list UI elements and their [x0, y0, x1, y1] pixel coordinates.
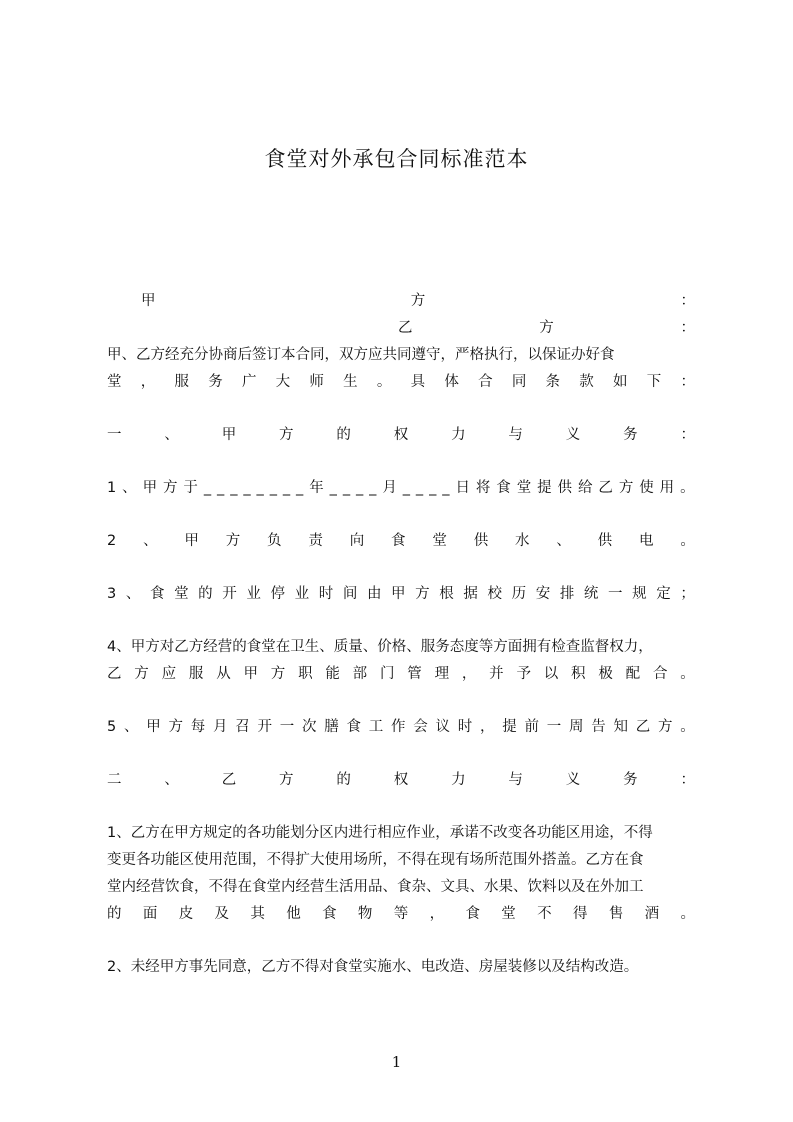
line-char: 负 [267, 533, 282, 549]
line-char: 乙 [107, 666, 122, 682]
line-char: 款 [579, 374, 594, 390]
line-char: 月 [382, 480, 397, 496]
line-char: ： [680, 293, 695, 309]
line-char: 堂 [432, 533, 447, 549]
line-char: 业 [294, 586, 310, 602]
line-char: 给 [577, 480, 593, 496]
line-char: 能 [325, 666, 340, 682]
line-char: 不 [537, 906, 552, 922]
line-char: 于 [183, 480, 198, 496]
clause-a-2 [107, 527, 695, 555]
line-char: 。 [680, 666, 695, 682]
line-char: 甲 [243, 666, 258, 682]
line-char: 合 [478, 374, 493, 390]
line-char: 。 [376, 374, 392, 390]
line-char: _ [269, 480, 277, 496]
line-char: 、 [125, 586, 141, 602]
line-char: 乙 [598, 480, 613, 496]
line-char: 的 [336, 427, 351, 443]
line-char: 其 [250, 906, 265, 922]
clause-b-1-line-4 [107, 900, 695, 928]
line-char: 条 [545, 374, 561, 390]
line-char: ， [429, 906, 445, 922]
line-char: 的 [107, 906, 122, 922]
line-char: 方 [270, 666, 286, 682]
line-char: 一 [107, 427, 122, 443]
line-char: _ [429, 480, 437, 496]
clause-a-5 [107, 713, 695, 741]
line-char: _ [442, 480, 450, 496]
line-char: 食 [391, 533, 406, 549]
line-char: 方 [415, 586, 430, 602]
line-char: _ [217, 480, 225, 496]
line-char: 方 [168, 719, 183, 735]
line-char: 水 [515, 533, 530, 549]
line-char: 1 [107, 480, 117, 496]
line-char: 他 [286, 906, 301, 922]
line-char: 堂 [501, 906, 516, 922]
line-char: 皮 [178, 906, 194, 922]
line-char: 从 [216, 666, 231, 682]
line-char: 电 [639, 533, 654, 549]
line-char: 服 [174, 374, 189, 390]
clause-b-1-line-3: 堂内经营饮食，不得在食堂内经营生活用品、食杂、文具、水果、饮料以及在外加工 [107, 879, 644, 895]
line-char: 务 [623, 427, 638, 443]
line-char: 一 [279, 719, 295, 735]
line-char: 力 [451, 772, 466, 788]
line-char: 议 [435, 719, 450, 735]
line-char: 职 [298, 666, 313, 682]
line-char: 乙 [635, 719, 651, 735]
line-char: 甲 [146, 719, 161, 735]
line-char: 用 [659, 480, 675, 496]
line-char: 极 [598, 666, 613, 682]
line-char: _ [256, 480, 264, 496]
line-char: 方 [163, 480, 178, 496]
line-char: 工 [368, 719, 384, 735]
party-b-line [398, 314, 695, 342]
line-char: 安 [535, 586, 551, 602]
clause-b-2: 2、未经甲方事先同意，乙方不得对食堂实施水、电改造、房屋装修以及结构改造。 [107, 959, 639, 975]
intro-line-2 [107, 368, 695, 396]
line-char: _ [243, 480, 251, 496]
line-char: 甲 [391, 586, 406, 602]
line-char: ： [680, 374, 695, 390]
line-char: 、 [122, 480, 137, 496]
line-char: 开 [222, 586, 237, 602]
line-char: 统 [583, 586, 599, 602]
clause-b-1-line-1: 1、乙方在甲方规定的各功能划分区内进行相应作业，承诺不改变各功能区用途，不得 [107, 825, 653, 841]
section-heading-2 [107, 766, 695, 794]
line-char: ， [479, 719, 495, 735]
line-char: 食 [496, 480, 511, 496]
line-char: 供 [597, 533, 613, 549]
line-char: 、 [143, 533, 158, 549]
line-char: 5 [107, 719, 117, 735]
line-char: 方 [539, 320, 554, 336]
line-char: 作 [390, 719, 406, 735]
line-char: 门 [379, 666, 395, 682]
line-char: _ [329, 480, 337, 496]
line-char: 甲 [141, 293, 156, 309]
line-char: _ [282, 480, 291, 496]
line-char: 物 [357, 906, 373, 922]
line-char: 广 [241, 374, 257, 390]
line-char: 时 [318, 586, 334, 602]
line-char: ； [680, 586, 695, 602]
line-char: 同 [511, 374, 527, 390]
line-char: _ [230, 480, 238, 496]
line-char: _ [402, 480, 410, 496]
line-char: 知 [613, 719, 628, 735]
line-char: 体 [444, 374, 459, 390]
line-char: _ [296, 480, 304, 496]
line-char: 向 [349, 533, 365, 549]
clause-a-4-line-1: 4、甲方对乙方经营的食堂在卫生、质量、价格、服务态度等方面拥有检查监督权力， [107, 639, 653, 655]
clause-a-3 [107, 580, 695, 608]
line-char: 得 [572, 906, 588, 922]
line-char: 堂 [107, 374, 122, 390]
line-char: 与 [508, 427, 523, 443]
line-char: 并 [489, 666, 504, 682]
line-char: 。 [680, 480, 695, 496]
document-title: 食堂对外承包合同标准范本 [264, 147, 529, 171]
line-char: 排 [559, 586, 575, 602]
line-char: 面 [142, 906, 158, 922]
line-char: 予 [516, 666, 531, 682]
line-char: 的 [336, 772, 351, 788]
line-char: 方 [657, 719, 673, 735]
line-char: 周 [568, 719, 584, 735]
line-char: 生 [343, 374, 358, 390]
line-char: 、 [164, 427, 179, 443]
line-char: 提 [502, 719, 517, 735]
line-char: 一 [608, 586, 623, 602]
line-char: 售 [608, 906, 624, 922]
line-char: 间 [342, 586, 358, 602]
line-char: ： [680, 772, 695, 788]
line-char: 方 [134, 666, 149, 682]
line-char: 停 [270, 586, 285, 602]
line-char: 甲 [221, 427, 237, 443]
line-char: 与 [508, 772, 523, 788]
line-char: _ [355, 480, 364, 496]
line-char: 食 [465, 906, 480, 922]
intro-line-1: 甲、乙方经充分协商后签订本合同，双方应共同遵守，严格执行，以保证办好食 [107, 347, 615, 363]
line-char: 师 [309, 374, 324, 390]
page-number: 1 [391, 1053, 402, 1071]
line-char: 方 [618, 480, 634, 496]
line-char: 义 [565, 427, 581, 443]
line-char: 方 [225, 533, 241, 549]
line-char: 日 [455, 480, 470, 496]
line-char: 等 [393, 906, 409, 922]
line-char: 堂 [174, 586, 189, 602]
line-char: ： [680, 427, 695, 443]
line-char: 部 [352, 666, 368, 682]
line-char: 根 [439, 586, 454, 602]
line-char: 开 [257, 719, 272, 735]
line-char: 乙 [221, 772, 237, 788]
clause-a-4-line-2 [107, 660, 695, 688]
line-char: 。 [680, 533, 695, 549]
line-char: 规 [632, 586, 647, 602]
line-char: 务 [208, 374, 223, 390]
line-char: 方 [279, 772, 294, 788]
line-char: 业 [246, 586, 261, 602]
line-char: 管 [407, 666, 422, 682]
line-char: 供 [557, 480, 573, 496]
line-char: 2 [107, 533, 117, 549]
line-char: 务 [623, 772, 638, 788]
line-char: 。 [680, 906, 695, 922]
line-char: 甲 [184, 533, 199, 549]
line-char: 具 [410, 374, 426, 390]
line-char: ， [461, 666, 477, 682]
line-char: 食 [322, 906, 337, 922]
line-char: 据 [463, 586, 478, 602]
line-char: _ [203, 480, 212, 496]
line-char: _ [415, 480, 424, 496]
line-char: 服 [188, 666, 204, 682]
line-char: 下 [646, 374, 662, 390]
party-a-line [141, 287, 695, 315]
line-char: 校 [487, 586, 502, 602]
clause-b-1-line-2: 变更各功能区使用范围，不得扩大使用场所，不得在现有场所范围外搭盖。乙方在食 [107, 852, 644, 868]
section-heading-1 [107, 421, 695, 449]
line-char: _ [369, 480, 377, 496]
line-char: 3 [107, 586, 117, 602]
line-char: 前 [524, 719, 539, 735]
line-char: 以 [543, 666, 559, 682]
line-char: 方 [279, 427, 294, 443]
clause-a-1 [107, 474, 695, 502]
line-char: 、 [123, 719, 139, 735]
line-char: ： [680, 320, 695, 336]
line-char: 一 [546, 719, 562, 735]
line-char: 的 [198, 586, 213, 602]
line-char: 会 [413, 719, 428, 735]
line-char: 、 [164, 772, 179, 788]
line-char: 应 [161, 666, 177, 682]
line-char: 配 [625, 666, 641, 682]
line-char: 责 [308, 533, 323, 549]
line-char: 积 [571, 666, 586, 682]
line-char: 权 [393, 427, 409, 443]
line-char: _ [342, 480, 351, 496]
line-char: 二 [107, 772, 122, 788]
line-char: 。 [680, 719, 695, 735]
line-char: 、 [556, 533, 571, 549]
line-char: 食 [149, 586, 165, 602]
line-char: 方 [410, 293, 426, 309]
line-char: 供 [473, 533, 489, 549]
line-char: 乙 [398, 320, 413, 336]
line-char: 权 [393, 772, 409, 788]
line-char: 使 [639, 480, 654, 496]
line-char: 每 [190, 719, 206, 735]
line-char: 酒 [644, 906, 660, 922]
line-char: 年 [309, 480, 324, 496]
line-char: 合 [652, 666, 668, 682]
line-char: 由 [366, 586, 382, 602]
line-char: 及 [214, 906, 230, 922]
line-char: 大 [275, 374, 291, 390]
line-char: 如 [613, 374, 628, 390]
line-char: 膳 [324, 719, 339, 735]
line-char: 定 [656, 586, 671, 602]
line-char: 理 [434, 666, 450, 682]
line-char: 时 [457, 719, 473, 735]
line-char: 力 [451, 427, 466, 443]
line-char: 月 [212, 719, 228, 735]
line-char: 堂 [516, 480, 532, 496]
line-char: 义 [565, 772, 581, 788]
line-char: 将 [475, 480, 491, 496]
line-char: 历 [511, 586, 527, 602]
line-char: ， [140, 374, 156, 390]
line-char: 提 [537, 480, 552, 496]
line-char: 食 [346, 719, 361, 735]
line-char: 甲 [142, 480, 158, 496]
line-char: 次 [301, 719, 317, 735]
line-char: 召 [235, 719, 250, 735]
line-char: 告 [591, 719, 606, 735]
